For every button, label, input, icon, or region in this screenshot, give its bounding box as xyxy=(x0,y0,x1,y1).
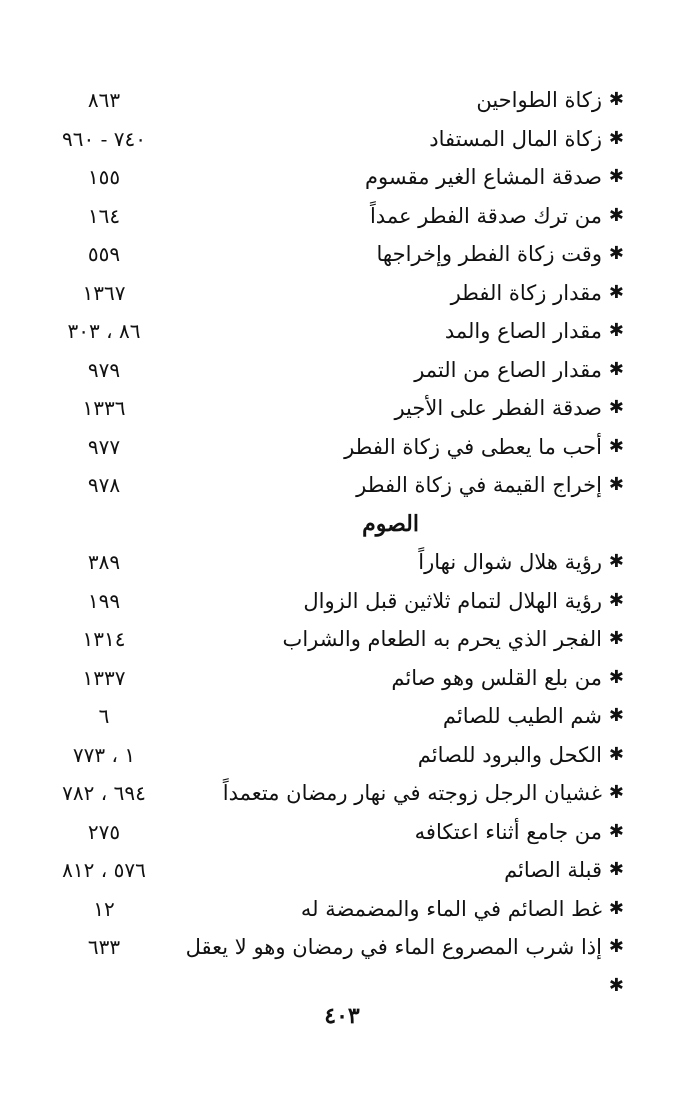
bullet-star-icon: ✱ xyxy=(608,320,624,341)
section-heading-row xyxy=(0,506,684,545)
bullet-star-icon: ✱ xyxy=(608,89,624,110)
entry-topic: من ترك صدقة الفطر عمداً xyxy=(369,203,602,228)
index-entry xyxy=(0,968,684,1007)
entry-pages: ٥٥٩ xyxy=(87,242,121,266)
entry-pages: ٥٧٦ ، ٨١٢ xyxy=(62,858,146,882)
entry-pages: ٩٧٨ xyxy=(87,473,121,497)
entry-topic: رؤية هلال شوال نهاراً xyxy=(418,550,602,574)
entry-pages: ٦ xyxy=(98,704,110,728)
entry-topic: صدقة الفطر على الأجير xyxy=(394,396,602,420)
index-entry xyxy=(0,544,684,583)
index-entry xyxy=(0,121,684,160)
index-entry xyxy=(0,775,684,814)
bullet-star-icon: ✱ xyxy=(608,974,624,996)
entry-topic: مقدار الصاع من التمر xyxy=(414,357,602,382)
bullet-star-icon: ✱ xyxy=(608,666,624,688)
bullet-star-icon: ✱ xyxy=(608,474,624,495)
index-entry xyxy=(0,814,684,853)
bullet-star-icon: ✱ xyxy=(608,358,624,380)
index-entry xyxy=(0,313,684,352)
index-entry xyxy=(0,198,684,237)
entry-pages: ٨٦٣ xyxy=(87,88,121,112)
entry-topic: زكاة الطواحين xyxy=(476,88,602,112)
entry-pages: ١٣١٤ xyxy=(82,627,126,651)
bullet-star-icon: ✱ xyxy=(608,897,624,919)
entry-pages: ١٣٣٧ xyxy=(82,665,126,690)
bullet-star-icon: ✱ xyxy=(608,551,624,572)
entry-pages: ٦٩٤ ، ٧٨٢ xyxy=(62,781,146,805)
entry-pages: ٢٧٥ xyxy=(87,819,121,844)
entry-topic: الفجر الذي يحرم به الطعام والشراب xyxy=(282,627,602,651)
entry-topic: غط الصائم في الماء والمضمضة له xyxy=(300,896,602,921)
bullet-star-icon: ✱ xyxy=(608,127,624,149)
entry-pages: ١٢ xyxy=(93,896,115,921)
entry-topic: من جامع أثناء اعتكافه xyxy=(414,819,602,844)
bullet-star-icon: ✱ xyxy=(608,936,624,957)
index-entry xyxy=(0,467,684,506)
entry-pages: ١٩٩ xyxy=(87,588,121,613)
entry-topic: مقدار زكاة الفطر xyxy=(450,280,602,305)
entry-pages: ٣٨٩ xyxy=(87,550,121,574)
entry-pages: ٦٣٣ xyxy=(87,935,121,959)
index-entry xyxy=(0,660,684,699)
index-entry xyxy=(0,583,684,622)
entry-pages: ١ ، ٧٧٣ xyxy=(72,742,136,767)
bullet-star-icon: ✱ xyxy=(608,859,624,880)
index-entry xyxy=(0,737,684,776)
entry-topic: إخراج القيمة في زكاة الفطر xyxy=(356,473,602,497)
index-entry xyxy=(0,159,684,198)
bullet-star-icon: ✱ xyxy=(608,166,624,187)
bullet-star-icon: ✱ xyxy=(608,243,624,264)
index-entry xyxy=(0,82,684,121)
entry-topic: صدقة المشاع الغير مقسوم xyxy=(365,165,602,189)
index-entry xyxy=(0,621,684,660)
index-entry xyxy=(0,929,684,968)
index-entry xyxy=(0,891,684,930)
entry-topic: قبلة الصائم xyxy=(504,858,602,882)
entry-pages: ٩٧٩ xyxy=(87,357,121,382)
entry-pages: ٧٤٠ - ٩٦٠ xyxy=(62,126,146,151)
bullet-star-icon: ✱ xyxy=(608,820,624,842)
index-entry xyxy=(0,429,684,468)
entry-topic: زكاة المال المستفاد xyxy=(429,126,602,151)
bullet-star-icon: ✱ xyxy=(608,397,624,418)
entry-pages: ١٣٦٧ xyxy=(82,280,126,305)
entry-topic: الكحل والبرود للصائم xyxy=(417,742,602,767)
index-entry xyxy=(0,352,684,391)
section-heading: الصوم xyxy=(362,510,419,537)
entry-topic: أحب ما يعطى في زكاة الفطر xyxy=(344,434,602,459)
entry-pages: ١٥٥ xyxy=(87,165,121,189)
entry-topic: من بلع القلس وهو صائم xyxy=(391,665,602,690)
index-entry xyxy=(0,390,684,429)
index-entry xyxy=(0,275,684,314)
page-number: ٤٠٣ xyxy=(324,1003,360,1029)
entry-topic: مقدار الصاع والمد xyxy=(444,319,602,343)
entry-pages: ١٣٣٦ xyxy=(82,396,126,420)
entry-pages: ١٦٤ xyxy=(87,203,121,228)
bullet-star-icon: ✱ xyxy=(608,705,624,726)
entry-pages: ٨٦ ، ٣٠٣ xyxy=(67,319,141,343)
index-entry xyxy=(0,852,684,891)
index-entry xyxy=(0,236,684,275)
bullet-star-icon: ✱ xyxy=(608,435,624,457)
index-list xyxy=(0,82,684,1006)
bullet-star-icon: ✱ xyxy=(608,743,624,765)
index-entry xyxy=(0,698,684,737)
entry-topic: غشيان الرجل زوجته في نهار رمضان متعمداً xyxy=(222,781,602,805)
entry-topic: إذا شرب المصروع الماء في رمضان وهو لا يعقل xyxy=(185,935,602,959)
bullet-star-icon: ✱ xyxy=(608,281,624,303)
bullet-star-icon: ✱ xyxy=(608,589,624,611)
entry-topic: وقت زكاة الفطر وإخراجها xyxy=(376,242,602,266)
bullet-star-icon: ✱ xyxy=(608,782,624,803)
entry-pages: ٩٧٧ xyxy=(87,434,121,459)
bullet-star-icon: ✱ xyxy=(608,204,624,226)
bullet-star-icon: ✱ xyxy=(608,628,624,649)
entry-topic: رؤية الهلال لتمام ثلاثين قبل الزوال xyxy=(303,588,602,613)
entry-topic: شم الطيب للصائم xyxy=(442,704,602,728)
